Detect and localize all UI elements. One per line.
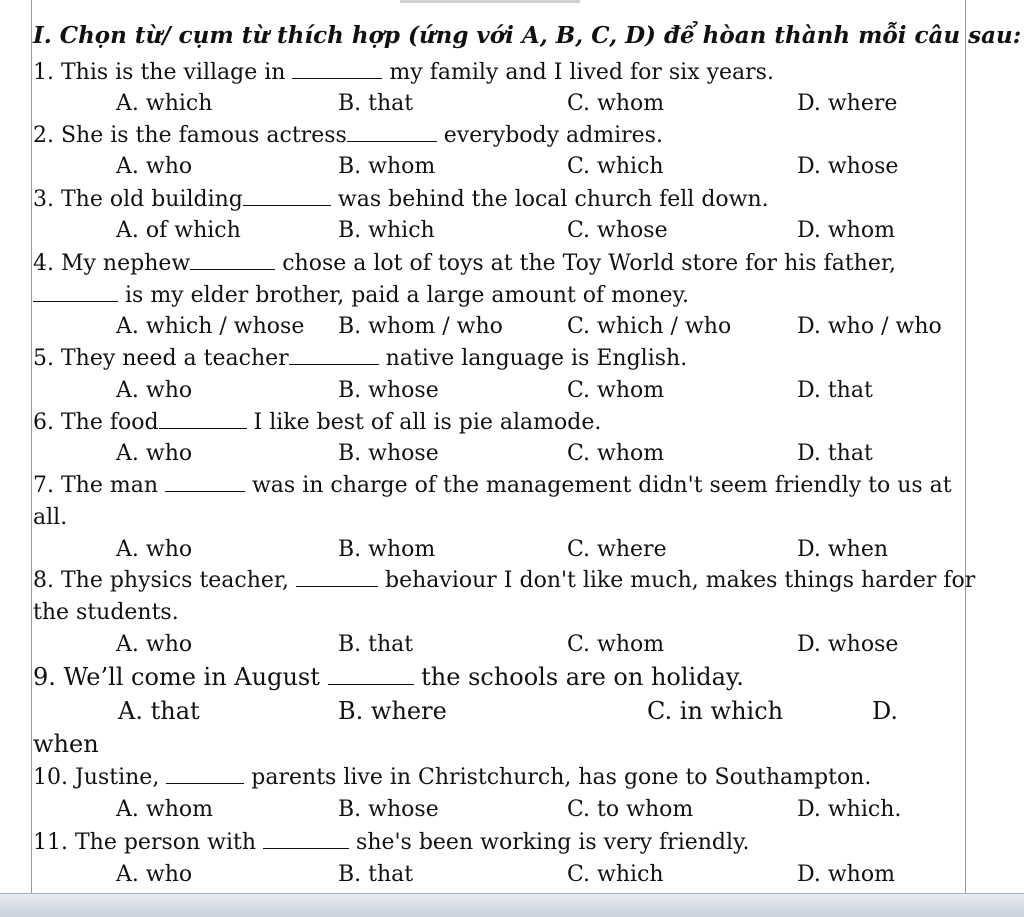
header-remnant [400, 0, 580, 3]
question-text: behaviour I don't like much, makes things harder for [378, 568, 976, 593]
option-b: B. that [338, 862, 414, 887]
answer-blank [347, 125, 437, 142]
option-a: A. who [116, 632, 193, 657]
exercise-heading: I. Chọn từ/ cụm từ thích hợp (ứng với A, B, C, D) để hòan thành mỗi câu sau: [33, 22, 1022, 49]
answer-blank [289, 348, 379, 365]
option-b: B. whose [338, 378, 439, 403]
option-d: D. that [797, 441, 873, 466]
answer-blank [263, 832, 349, 849]
question-10 [33, 765, 871, 791]
question-text: chose a lot of toys at the Toy World store for his father, [275, 251, 896, 276]
question-text: parents live in Christchurch, has gone to Southampton. [244, 765, 872, 790]
question-text: 9. We’ll come in August [33, 663, 328, 691]
option-b: B. whose [338, 441, 439, 466]
question-text: native language is English. [378, 346, 688, 371]
option-a: A. who [116, 441, 193, 466]
question-text: the schools are on holiday. [413, 663, 744, 691]
question-7 [33, 473, 952, 499]
answer-blank [243, 189, 331, 206]
option-c: C. which / who [567, 314, 732, 339]
question-text: 4. My nephew [33, 251, 191, 276]
option-c: C. which [567, 862, 664, 887]
question-8 [33, 568, 975, 594]
answer-blank [166, 767, 244, 784]
option-b: B. that [338, 91, 414, 116]
answer-blank [292, 62, 382, 79]
page-margin-right [965, 0, 966, 893]
option-c: C. which [567, 154, 664, 179]
option-d: D. whom [797, 218, 895, 243]
option-b: B. whom / who [338, 314, 503, 339]
question-text: 1. This is the village in [33, 60, 293, 85]
option-c: C. to whom [567, 797, 694, 822]
question-text: was behind the local church fell down. [330, 187, 769, 212]
status-bar [0, 893, 1024, 917]
answer-blank [328, 668, 414, 685]
question-9 [33, 664, 744, 690]
option-a: A. of which [116, 218, 241, 243]
question-text: I like best of all is pie alamode. [246, 410, 602, 435]
option-a: A. who [116, 154, 193, 179]
option-a: A. who [116, 537, 193, 562]
option-c: C. in which [647, 697, 784, 725]
option-d: D. whose [797, 632, 899, 657]
option-d: D. whose [797, 154, 899, 179]
option-d: D. whom [797, 862, 895, 887]
answer-blank [190, 253, 275, 270]
question-text: 10. Justine, [33, 765, 167, 790]
question-text: my family and I lived for six years. [382, 60, 774, 85]
question-7-continued: all. [33, 505, 68, 530]
option-a: A. whom [116, 797, 213, 822]
question-text: 2. She is the famous actress [33, 123, 347, 148]
page-margin-left [31, 0, 32, 893]
option-c: C. where [567, 537, 667, 562]
question-text: is my elder brother, paid a large amount of money. [118, 283, 689, 308]
question-3 [33, 187, 769, 213]
option-c: C. whom [567, 441, 665, 466]
question-6 [33, 410, 601, 436]
option-a: A. which / whose [116, 314, 305, 339]
option-d: D. [872, 697, 899, 725]
question-5 [33, 346, 687, 372]
question-text: was in charge of the management didn't seem friendly to us at [244, 473, 952, 498]
option-a: A. who [116, 378, 193, 403]
option-c: C. whom [567, 91, 665, 116]
question-text: 5. They need a teacher [33, 346, 289, 371]
option-b: B. whose [338, 797, 439, 822]
question-text: she's been working is very friendly. [349, 830, 750, 855]
question-2 [33, 123, 663, 149]
question-text: 8. The physics teacher, [33, 568, 297, 593]
question-9-option-d-text: when [33, 730, 99, 758]
option-d: D. that [797, 378, 873, 403]
answer-blank [165, 475, 245, 492]
question-text: 3. The old building [33, 187, 243, 212]
question-4-continued [33, 283, 689, 309]
question-text: 7. The man [33, 473, 165, 498]
question-8-continued: the students. [33, 600, 179, 625]
option-d: D. when [797, 537, 889, 562]
option-a: A. who [116, 862, 193, 887]
question-text: 11. The person with [33, 830, 264, 855]
answer-blank [159, 412, 247, 429]
option-a: A. which [116, 91, 213, 116]
option-b: B. that [338, 632, 414, 657]
option-c: C. whom [567, 378, 665, 403]
option-b: B. where [338, 697, 447, 725]
answer-blank [296, 570, 378, 587]
question-text: everybody admires. [436, 123, 663, 148]
option-d: D. where [797, 91, 898, 116]
answer-blank [33, 285, 118, 302]
option-d: D. which. [797, 797, 902, 822]
question-1 [33, 60, 774, 86]
option-c: C. whom [567, 632, 665, 657]
option-d: D. who / who [797, 314, 942, 339]
option-a: A. that [118, 697, 200, 725]
question-4 [33, 251, 896, 277]
question-11 [33, 830, 750, 856]
question-text: 6. The food [33, 410, 159, 435]
option-b: B. whom [338, 537, 436, 562]
option-c: C. whose [567, 218, 668, 243]
option-b: B. whom [338, 154, 436, 179]
option-b: B. which [338, 218, 435, 243]
